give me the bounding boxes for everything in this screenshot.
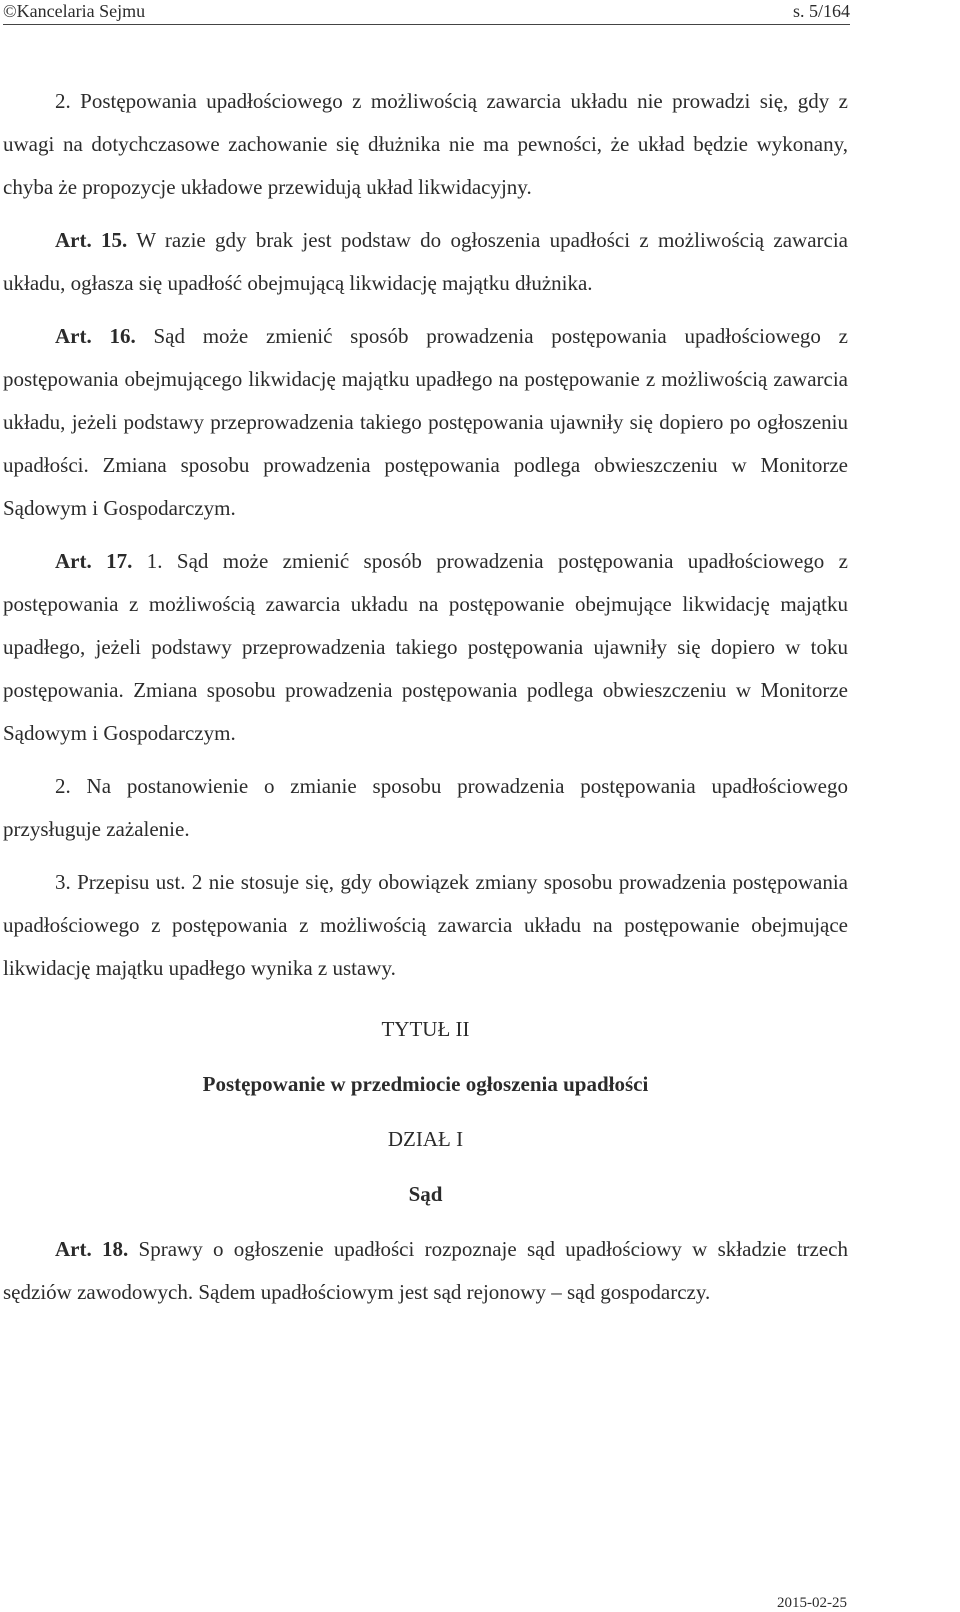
article-15-text: W razie gdy brak jest podstaw do ogłoszenia upadłości z możliwością zawarcia układu, ogłasza się upadłość obejmującą likwidację majątku dłużnika. — [3, 228, 848, 295]
article-15 — [3, 219, 848, 305]
footer-date: 2015-02-25 — [777, 1595, 847, 1611]
header-page-number: s. 5/164 — [792, 1, 850, 21]
paragraph-2: 2. Postępowania upadłościowego z możliwością zawarcia układu nie prowadzi się, gdy z uwagi na dotychczasowe zachowanie się dłużnika nie ma pewności, że układ będzie wykonany, chyba że propozycje układowe przewidują układ likwidacyjny. — [3, 89, 848, 199]
division-name: Sąd — [408, 1182, 443, 1206]
document-body — [3, 80, 848, 1324]
article-17-text: 1. Sąd może zmienić sposób prowadzenia postępowania upadłościowego z postępowania z możliwością zawarcia układu na postępowanie obejmujące likwidację majątku upadłego, jeżeli podstawy przeprowadzenia takiego postępowania ujawniły się dopiero w toku postępowania. Zmiana sposobu prowadzenia postępowania podlega obwieszczeniu w Monitorze Sądowym i Gospodarczym. — [3, 549, 848, 745]
article-17-paragraph-3: 3. Przepisu ust. 2 nie stosuje się, gdy obowiązek zmiany sposobu prowadzenia postępowania upadłościowego z postępowania z możliwością zawarcia układu na postępowanie obejmujące likwidację majątku upadłego wynika z ustawy. — [3, 870, 848, 980]
article-16-label: Art. 16. — [55, 324, 136, 348]
title-heading: TYTUŁ II — [381, 1017, 470, 1041]
article-17-label: Art. 17. — [55, 549, 133, 573]
article-18-label: Art. 18. — [55, 1237, 129, 1261]
header-source: ©Kancelaria Sejmu — [3, 1, 146, 21]
article-17 — [3, 540, 848, 755]
article-18-text: Sprawy o ogłoszenie upadłości rozpoznaje sąd upadłościowy w składzie trzech sędziów zawodowych. Sądem upadłościowym jest sąd rejonowy – sąd gospodarczy. — [3, 1237, 848, 1304]
article-16 — [3, 315, 848, 530]
article-15-label: Art. 15. — [55, 228, 128, 252]
title-name: Postępowanie w przedmiocie ogłoszenia upadłości — [202, 1072, 649, 1096]
article-17-paragraph-2: 2. Na postanowienie o zmianie sposobu prowadzenia postępowania upadłościowego przysługuje zażalenie. — [3, 774, 848, 841]
division-heading: DZIAŁ I — [387, 1127, 464, 1151]
article-16-text: Sąd może zmienić sposób prowadzenia postępowania upadłościowego z postępowania obejmującego likwidację majątku upadłego na postępowanie z możliwością zawarcia układu, jeżeli podstawy przeprowadzenia takiego postępowania ujawniły się dopiero po ogłoszeniu upadłości. Zmiana sposobu prowadzenia postępowania podlega obwieszczeniu w Monitorze Sądowym i Gospodarczym. — [3, 324, 849, 520]
article-18 — [3, 1228, 848, 1314]
page-header — [3, 0, 850, 25]
